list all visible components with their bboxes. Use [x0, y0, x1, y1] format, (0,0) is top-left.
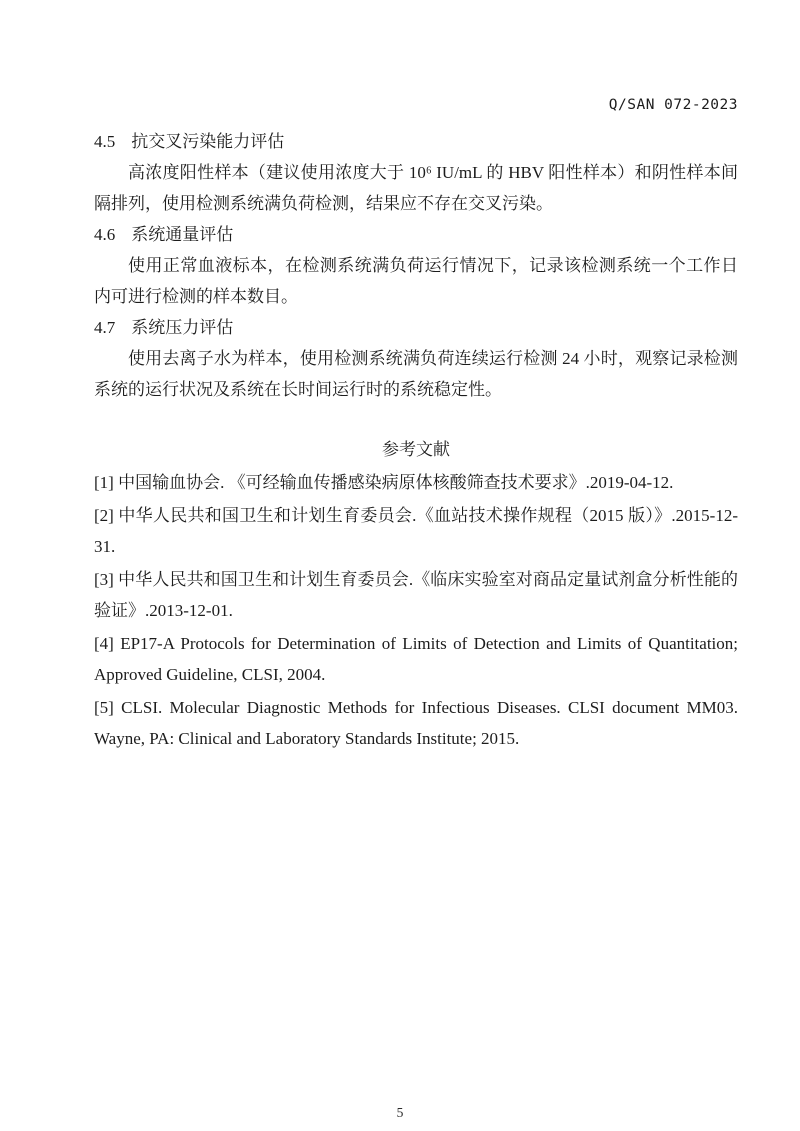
section-4-5-paragraph: 高浓度阳性样本（建议使用浓度大于 10⁶ IU/mL 的 HBV 阳性样本）和阴性样本间隔排列，使用检测系统满负荷检测，结果应不存在交叉污染。	[94, 163, 738, 213]
reference-item-5: [5] CLSI. Molecular Diagnostic Methods for Infectious Diseases. CLSI document MM03. Wayne, PA: Clinical and Laboratory Standards Institute; 2015.	[94, 698, 738, 748]
reference-item-1: [1] 中国输血协会. 《可经输血传播感染病原体核酸筛查技术要求》.2019-04-12.	[94, 473, 674, 492]
section-heading-4-7	[94, 312, 738, 343]
section-4-6-paragraph: 使用正常血液标本，在检测系统满负荷运行情况下，记录该检测系统一个工作日内可进行检测的样本数目。	[94, 256, 738, 306]
section-number: 4.6	[94, 225, 116, 244]
references-title: 参考文献	[382, 440, 450, 459]
section-number: 4.5	[94, 132, 116, 151]
page-content	[94, 95, 738, 756]
page-number: 5	[396, 1105, 404, 1120]
section-number: 4.7	[94, 318, 116, 337]
section-heading-4-6	[94, 219, 738, 250]
section-heading-4-5	[94, 126, 738, 157]
section-title: 抗交叉污染能力评估	[131, 132, 285, 151]
reference-item-2: [2] 中华人民共和国卫生和计划生育委员会.《血站技术操作规程（2015 版）》.2015-12-31.	[94, 506, 738, 556]
section-4-7-paragraph: 使用去离子水为样本，使用检测系统满负荷连续运行检测 24 小时，观察记录检测系统的运行状况及系统在长时间运行时的系统稳定性。	[94, 349, 738, 399]
reference-item-4: [4] EP17-A Protocols for Determination of Limits of Detection and Limits of Quantitation; Approved Guideline, CLSI, 2004.	[94, 634, 738, 684]
standard-code: Q/SAN 072-2023	[608, 97, 738, 113]
section-title: 系统压力评估	[131, 318, 234, 337]
reference-item-3: [3] 中华人民共和国卫生和计划生育委员会.《临床实验室对商品定量试剂盒分析性能的验证》.2013-12-01.	[94, 570, 738, 620]
page-header	[94, 95, 738, 115]
section-title: 系统通量评估	[131, 225, 234, 244]
